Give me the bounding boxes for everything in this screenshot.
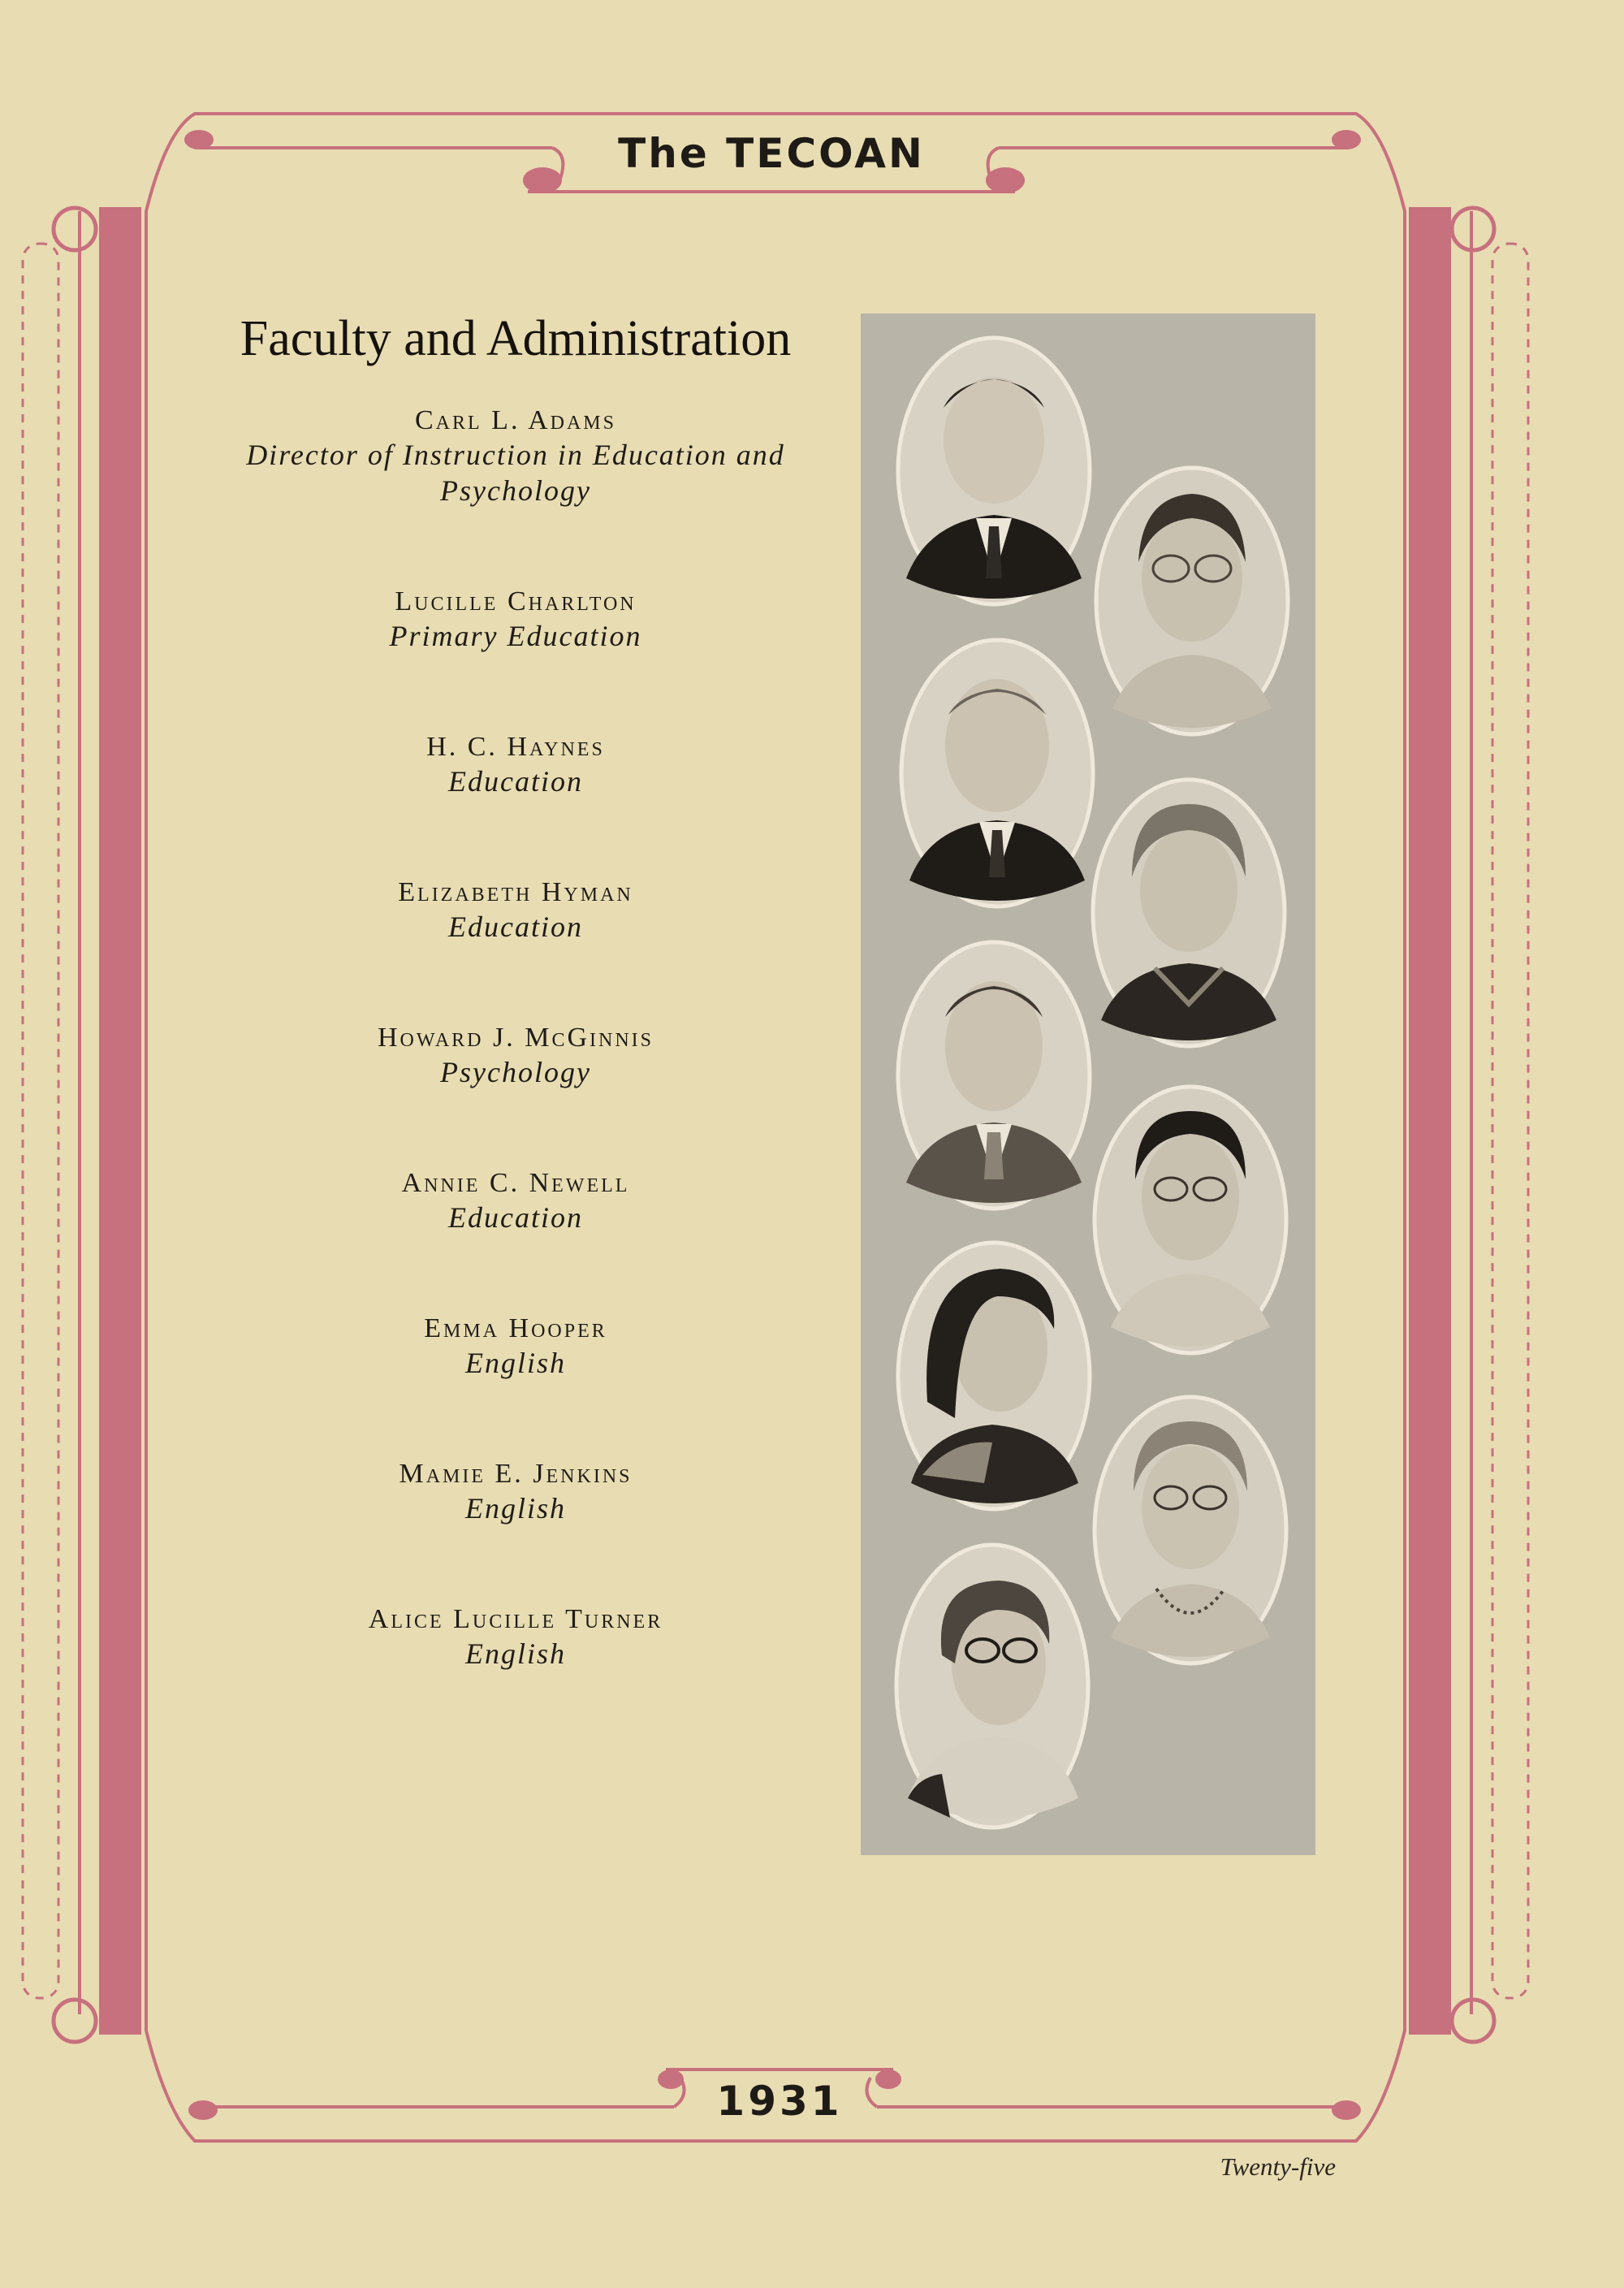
faculty-entry (195, 876, 836, 945)
portrait-photo (1091, 1083, 1289, 1356)
faculty-role: Psychology (440, 1056, 591, 1088)
faculty-entry (195, 1313, 836, 1381)
portrait-photo (895, 939, 1093, 1212)
faculty-role: Director of Instruction in Education and Psychology (246, 439, 785, 507)
year-label: 1931 (716, 2078, 843, 2125)
faculty-roster (195, 404, 836, 1749)
faculty-name: Lucille Charlton (395, 586, 637, 616)
faculty-name: Emma Hooper (424, 1313, 607, 1343)
faculty-entry (195, 1167, 836, 1235)
faculty-role: Education (448, 1201, 583, 1234)
faculty-role: Primary Education (389, 620, 642, 652)
portrait-photo (898, 637, 1096, 910)
faculty-name: Howard J. McGinnis (377, 1023, 654, 1053)
faculty-name: Annie C. Newell (401, 1168, 630, 1198)
faculty-role: English (464, 1492, 566, 1525)
faculty-role: English (464, 1347, 566, 1379)
faculty-name: Elizabeth Hyman (398, 877, 633, 907)
faculty-name: Mamie E. Jenkins (399, 1459, 633, 1489)
portrait-photo (1091, 1394, 1289, 1667)
portrait-photo (895, 335, 1093, 608)
portrait-photo (1090, 776, 1288, 1049)
faculty-entry (195, 731, 836, 799)
faculty-role: Education (448, 765, 583, 798)
faculty-name: Alice Lucille Turner (368, 1604, 663, 1634)
section-title: Faculty and Administration (240, 311, 792, 366)
running-head-title: The TECOAN (618, 130, 925, 177)
faculty-name: H. C. Haynes (426, 732, 605, 762)
faculty-entry (195, 404, 836, 508)
faculty-entry (195, 1022, 836, 1090)
page-number: Twenty-five (1220, 2152, 1336, 2181)
portrait-panel (861, 314, 1315, 1855)
faculty-name: Carl L. Adams (415, 405, 616, 435)
faculty-entry (195, 1603, 836, 1672)
faculty-entry (195, 586, 836, 654)
faculty-role: English (464, 1637, 566, 1670)
faculty-role: Education (448, 910, 583, 943)
faculty-entry (195, 1458, 836, 1526)
portrait-photo (895, 1239, 1093, 1512)
portrait-photo (1093, 465, 1291, 737)
portrait-photo (893, 1542, 1091, 1831)
